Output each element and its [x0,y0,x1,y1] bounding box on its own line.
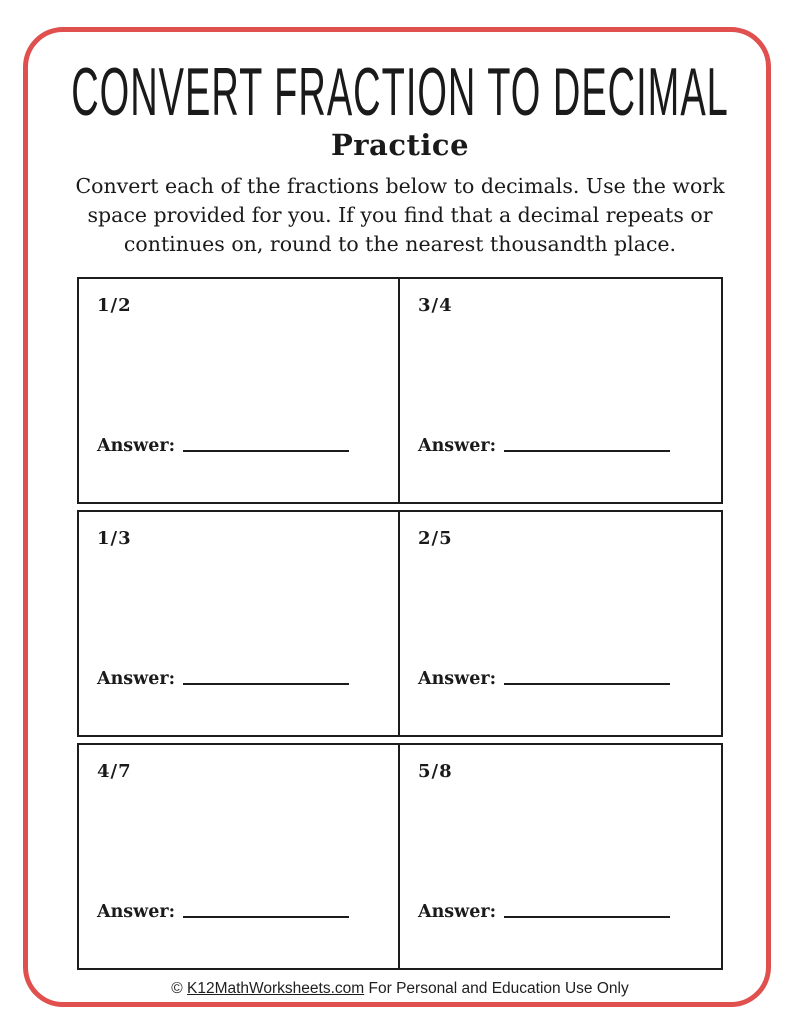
problem-cell-2 [400,279,721,502]
footer-link[interactable]: K12MathWorksheets.com [187,980,365,997]
problem-cell-6 [400,745,721,968]
problems-grid [77,277,723,970]
fraction-label: 3/4 [418,295,453,316]
fraction-label: 4/7 [97,761,132,782]
answer-row [418,436,670,456]
fraction-label: 2/5 [418,528,453,549]
problem-cell-3 [79,512,400,735]
fraction-label: 5/8 [418,761,453,782]
answer-row [97,669,349,689]
problem-row [77,277,723,504]
answer-blank-line [504,450,670,452]
footer [0,980,800,998]
problem-cell-5 [79,745,400,968]
page-title [0,0,800,132]
answer-blank-line [504,916,670,918]
answer-blank-line [504,683,670,685]
problem-cell-1 [79,279,400,502]
answer-label: Answer: [418,436,497,456]
answer-label: Answer: [418,902,497,922]
instructions-text: Convert each of the fractions below to decimals. Use the work space provided for you. If you find that a decimal repeats or continues on, round to the nearest thousandth place. [75,174,725,256]
answer-row [97,902,349,922]
answer-label: Answer: [418,669,497,689]
answer-label: Answer: [97,902,176,922]
answer-label: Answer: [97,436,176,456]
fraction-label: 1/2 [97,295,132,316]
problem-cell-4 [400,512,721,735]
fraction-label: 1/3 [97,528,132,549]
page-subtitle: Practice [330,128,470,162]
answer-row [97,436,349,456]
footer-usage-text: For Personal and Education Use Only [368,980,629,997]
answer-blank-line [183,450,349,452]
page-title-text: CONVERT FRACTION TO DECIMAL [71,56,729,132]
copyright-symbol: © [171,980,183,997]
problem-row [77,743,723,970]
answer-row [418,669,670,689]
problem-row [77,510,723,737]
answer-row [418,902,670,922]
answer-blank-line [183,916,349,918]
answer-blank-line [183,683,349,685]
answer-label: Answer: [97,669,176,689]
